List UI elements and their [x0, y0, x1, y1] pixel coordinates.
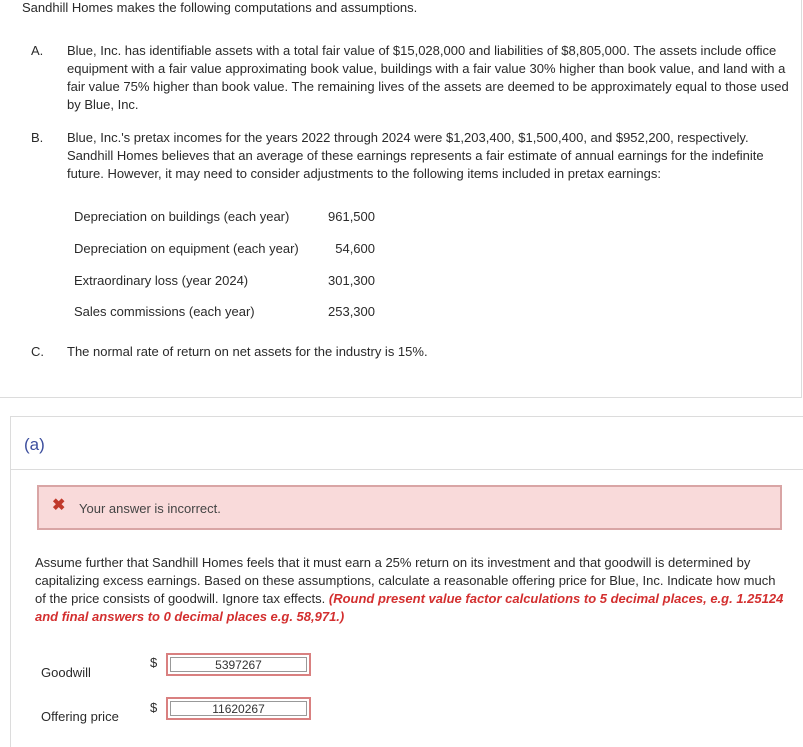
offering-price-label: Offering price [41, 709, 119, 724]
divider [11, 469, 803, 470]
currency-symbol: $ [150, 655, 158, 670]
part-a-panel [10, 416, 803, 747]
item-letter-c: C. [31, 344, 44, 359]
question-instructions [35, 554, 787, 626]
item-letter-a: A. [31, 43, 44, 58]
error-message: Your answer is incorrect. [79, 501, 221, 516]
item-text-a: Blue, Inc. has identifiable assets with a total fair value of $15,028,000 and liabilities of $8,805,000. The assets include office equipment with a fair value approximating book value, buildings with a fair value 30% higher than book value, and land with a fair value 75% higher than book value. The remaining lives of the assets are deemed to be approximately equal to those used by Blue, Inc. [67, 43, 789, 112]
adjustment-label: Depreciation on equipment (each year) [74, 241, 299, 256]
item-letter-b: B. [31, 130, 44, 145]
offering-price-input-value[interactable]: 11620267 [170, 701, 307, 716]
adjustment-label: Depreciation on buildings (each year) [74, 209, 290, 224]
adjustment-value: 961,500 [328, 209, 375, 224]
close-x-icon: ✖ [52, 497, 66, 514]
goodwill-input[interactable] [166, 653, 311, 676]
adjustment-label: Extraordinary loss (year 2024) [74, 273, 249, 288]
part-label: (a) [24, 435, 45, 454]
adjustment-value: 54,600 [335, 241, 375, 256]
intro-text: Sandhill Homes makes the following computations and assumptions. [22, 0, 418, 15]
rounding-note: (Round present value factor calculations to 5 decimal places, e.g. 1.25124 and final answers to 0 decimal places e.g. 58,971.) [35, 591, 784, 624]
adjustment-value: 301,300 [328, 273, 375, 288]
adjustment-value: 253,300 [328, 304, 375, 319]
goodwill-input-value[interactable]: 5397267 [170, 657, 307, 672]
offering-price-input[interactable] [166, 697, 311, 720]
instructions-text: Assume further that Sandhill Homes feels that it must earn a 25% return on its investment and that goodwill is determined by capitalizing excess earnings. Based on these assumptions, calculate a reasonable offering price for Blue, Inc. Indicate how much of the price consists of goodwill. Ignore tax effects. [35, 555, 776, 606]
error-alert [37, 485, 782, 530]
goodwill-label: Goodwill [41, 665, 91, 680]
item-text-b: Blue, Inc.'s pretax incomes for the years 2022 through 2024 were $1,203,400, $1,500,400, and $952,200, respectively. Sandhill Homes believes that an average of these earnings represents a fair estimate of annual earnings for the indefinite future. However, it may need to consider adjustments to the following items included in pretax earnings: [67, 130, 764, 181]
currency-symbol: $ [150, 700, 158, 715]
item-text-c: The normal rate of return on net assets for the industry is 15%. [67, 344, 428, 359]
adjustment-label: Sales commissions (each year) [74, 304, 255, 319]
